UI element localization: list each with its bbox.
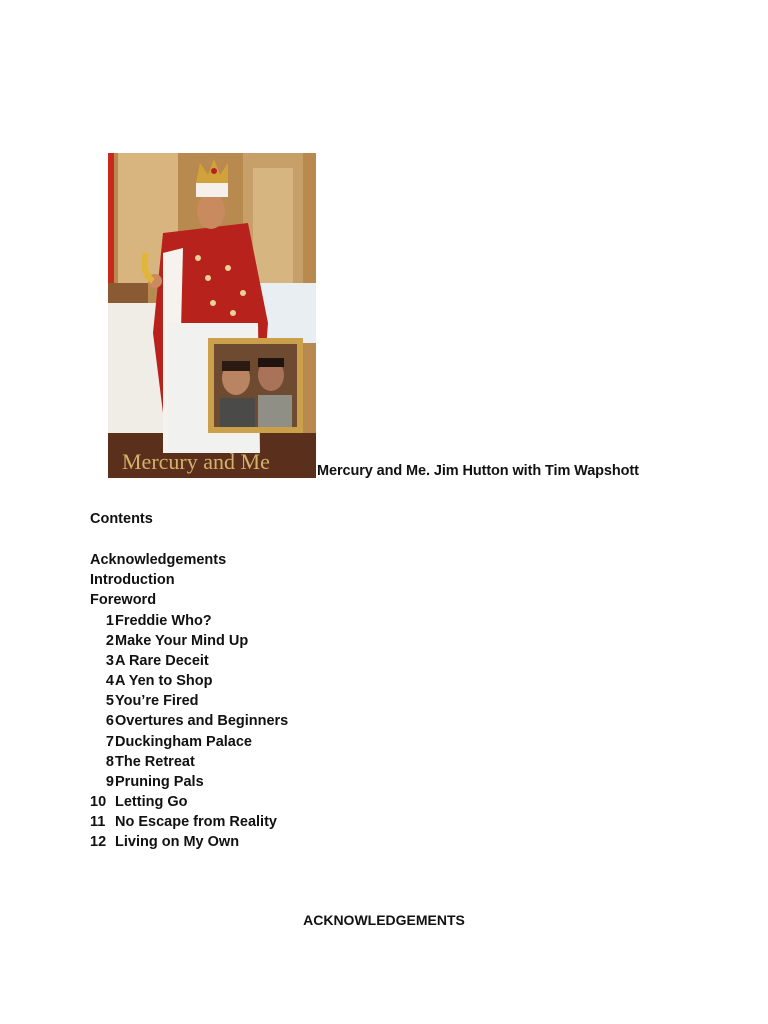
front-matter-list [90, 550, 226, 610]
chapter-item [90, 832, 288, 852]
chapter-item [90, 772, 288, 792]
chapter-item [90, 812, 288, 832]
chapter-number: 9 [105, 773, 114, 790]
chapter-item [90, 792, 288, 812]
chapter-item [90, 752, 288, 772]
chapter-title: Duckingham Palace [115, 733, 252, 750]
chapter-item [90, 711, 288, 731]
chapter-title: A Yen to Shop [115, 673, 213, 690]
chapter-number: 6 [105, 713, 114, 730]
chapter-number: 4 [105, 673, 114, 690]
chapter-title: You’re Fired [115, 693, 199, 710]
cover-title-art: Mercury and Me [122, 449, 270, 474]
chapter-number: 11 [90, 813, 106, 830]
chapter-title: Freddie Who? [115, 613, 212, 629]
front-matter-item: Acknowledgements [90, 552, 227, 568]
chapter-title: Overtures and Beginners [115, 713, 289, 730]
chapter-number: 7 [105, 733, 114, 750]
chapter-title: Pruning Pals [115, 773, 204, 790]
front-matter-item: Foreword [90, 592, 157, 608]
chapter-title: No Escape from Reality [115, 813, 277, 830]
front-matter-item: Introduction [90, 572, 175, 588]
chapter-number: 1 [105, 613, 114, 629]
chapter-number: 12 [90, 834, 107, 851]
chapter-number: 8 [105, 753, 114, 770]
chapter-item [90, 671, 288, 691]
chapter-item [90, 691, 288, 711]
chapter-item [90, 651, 288, 671]
chapter-list [90, 611, 288, 852]
chapter-title: Living on My Own [115, 834, 240, 851]
chapter-number: 5 [105, 693, 114, 710]
chapter-number: 2 [105, 633, 114, 650]
chapter-title: Make Your Mind Up [115, 633, 249, 650]
chapter-number: 10 [90, 793, 107, 810]
chapter-item [90, 631, 288, 651]
chapter-title: The Retreat [115, 753, 195, 770]
section-heading: ACKNOWLEDGEMENTS [303, 912, 465, 928]
chapter-item [90, 732, 288, 752]
chapter-item [90, 611, 288, 631]
book-cover-illustration [108, 153, 316, 478]
contents-heading: Contents [90, 511, 153, 527]
chapter-title: Letting Go [115, 793, 188, 810]
chapter-number: 3 [105, 653, 114, 670]
book-cover-image [108, 153, 316, 478]
chapter-title: A Rare Deceit [115, 653, 209, 670]
book-caption: Mercury and Me. Jim Hutton with Tim Wapshott [317, 463, 639, 479]
